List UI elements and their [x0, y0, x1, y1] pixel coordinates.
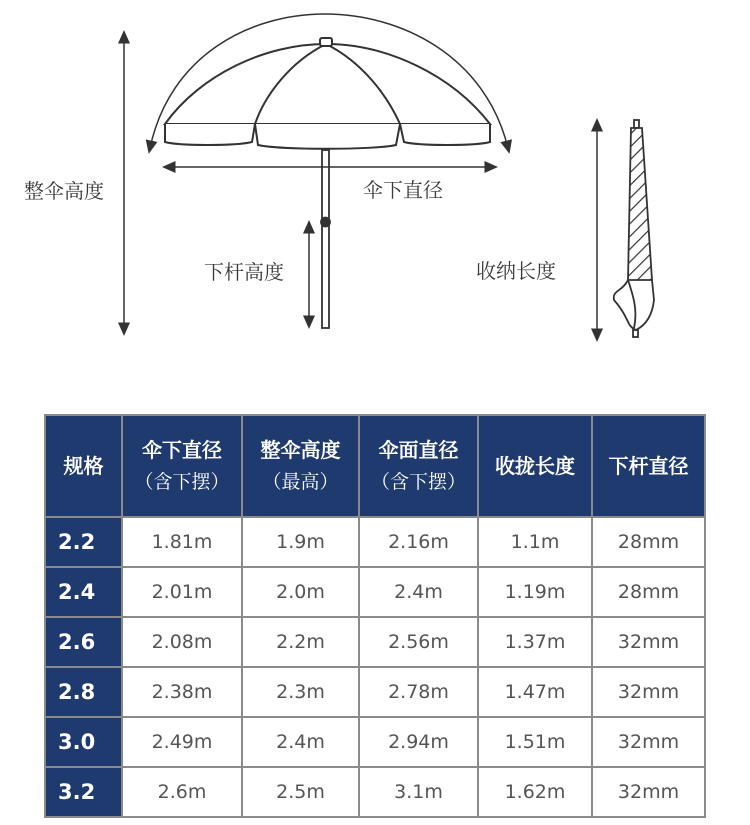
header-total-height: 整伞高度 （最高） [242, 415, 359, 517]
table-cell: 2.38m [122, 667, 242, 717]
table-cell: 2.4m [242, 717, 359, 767]
total-height-label: 整伞高度 [24, 179, 104, 203]
table-row [45, 517, 705, 567]
umbrella-canopy [165, 38, 490, 149]
header-pole-diameter: 下杆直径 [592, 415, 705, 517]
table-row [45, 667, 705, 717]
spec-cell: 3.0 [45, 717, 122, 767]
table-cell: 1.81m [122, 517, 242, 567]
table-cell: 2.0m [242, 567, 359, 617]
table-cell: 1.1m [478, 517, 592, 567]
table-cell: 2.5m [242, 767, 359, 817]
header-cover-diameter: 伞面直径 （含下摆） [359, 415, 478, 517]
table-row [45, 717, 705, 767]
spec-cell: 2.6 [45, 617, 122, 667]
table-cell: 2.6m [122, 767, 242, 817]
table-cell: 2.08m [122, 617, 242, 667]
table-cell: 2.01m [122, 567, 242, 617]
header-canopy-diameter: 伞下直径 （含下摆） [122, 415, 242, 517]
header-folded-length: 收拢长度 [478, 415, 592, 517]
table-cell: 2.2m [242, 617, 359, 667]
table-row [45, 767, 705, 817]
table-cell: 2.16m [359, 517, 478, 567]
lower-pole-height-label: 下杆高度 [204, 260, 284, 284]
table-cell: 1.47m [478, 667, 592, 717]
table-cell: 2.78m [359, 667, 478, 717]
table-header-row [45, 415, 705, 517]
spec-cell: 2.8 [45, 667, 122, 717]
table-cell: 1.37m [478, 617, 592, 667]
table-cell: 3.1m [359, 767, 478, 817]
umbrella-pole [321, 150, 330, 328]
canopy-diameter-label: 伞下直径 [363, 178, 443, 202]
spec-cell: 2.4 [45, 567, 122, 617]
folded-length-label: 收纳长度 [476, 259, 556, 283]
table-cell: 2.94m [359, 717, 478, 767]
folded-umbrella [614, 120, 654, 337]
table-cell: 2.56m [359, 617, 478, 667]
header-spec: 规格 [45, 415, 122, 517]
table-cell: 32mm [592, 667, 705, 717]
umbrella-diagram [0, 0, 750, 400]
table-cell: 1.19m [478, 567, 592, 617]
table-cell: 28mm [592, 567, 705, 617]
table-row [45, 567, 705, 617]
spec-cell: 2.2 [45, 517, 122, 567]
table-cell: 2.3m [242, 667, 359, 717]
table-cell: 32mm [592, 717, 705, 767]
table-cell: 28mm [592, 517, 705, 567]
table-row [45, 617, 705, 667]
spec-cell: 3.2 [45, 767, 122, 817]
table-cell: 32mm [592, 767, 705, 817]
table-cell: 32mm [592, 617, 705, 667]
spec-table [44, 414, 706, 818]
table-cell: 1.51m [478, 717, 592, 767]
table-cell: 1.62m [478, 767, 592, 817]
table-cell: 2.49m [122, 717, 242, 767]
table-cell: 2.4m [359, 567, 478, 617]
table-cell: 1.9m [242, 517, 359, 567]
